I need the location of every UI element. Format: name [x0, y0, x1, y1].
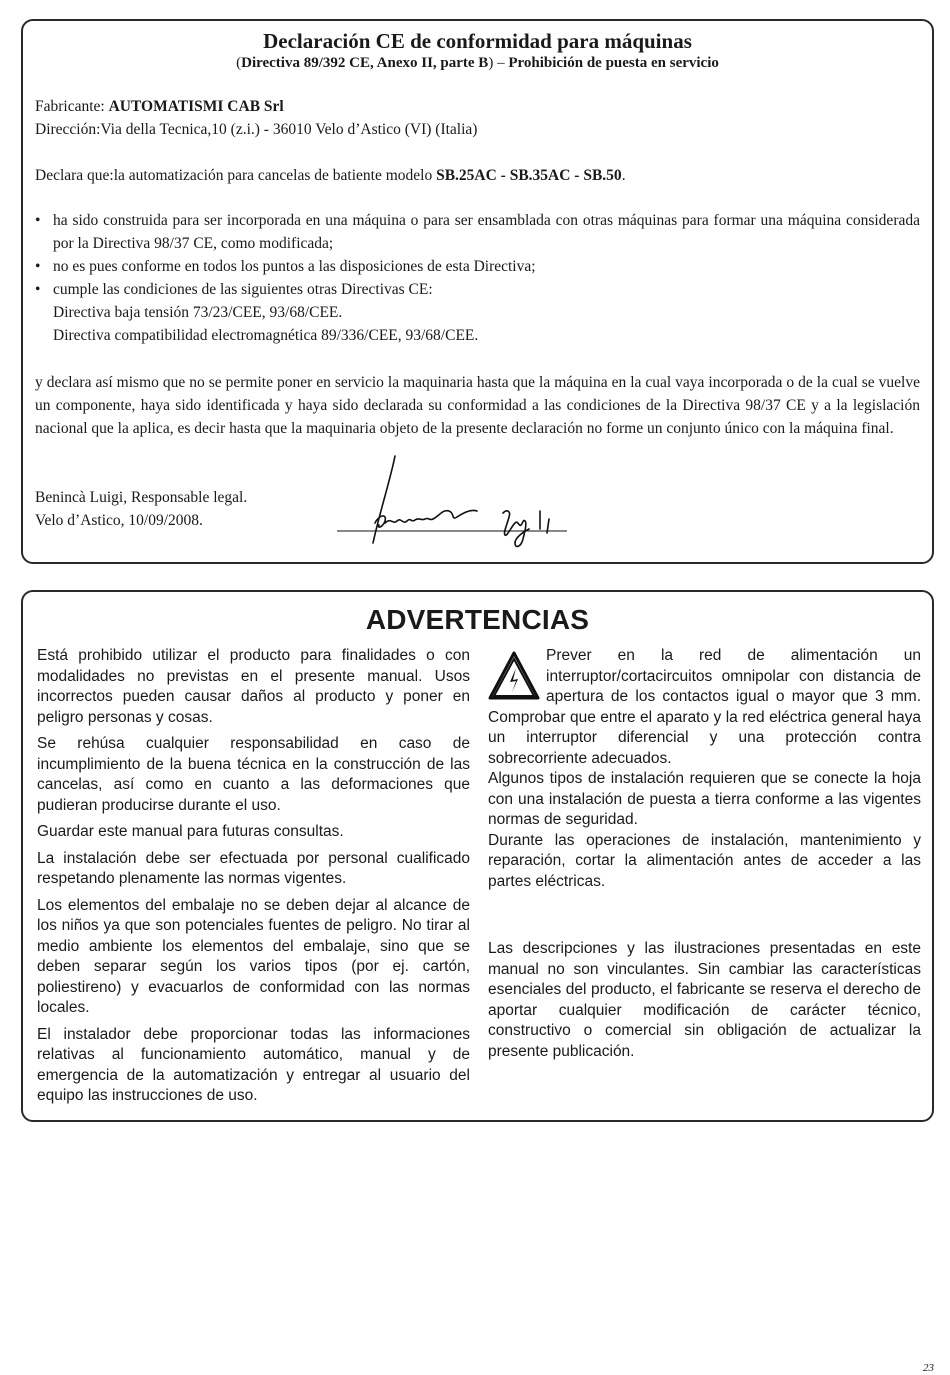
sub-directive: Directiva compatibilidad electromagnética 89/336/CEE, 93/68/CEE. — [53, 327, 479, 344]
handwritten-signature — [335, 451, 575, 551]
bullet-list — [35, 209, 920, 347]
final-paragraph: y declara así mismo que no se permite poner en servicio la maquinaria hasta que la máquina en la cual vaya incorporada o de la cual se vuelve un componente, haya sido identificada y haya sido declarada su conformidad a las condiciones de la Directiva 98/37 CE y a la legislación nacional que la aplica, es decir hasta que la maquinaria objeto de la presente declaración no forme un conjunto único con la máquina final. — [35, 374, 920, 437]
subtitle-prohibition: Prohibición de puesta en servicio — [508, 55, 719, 71]
bullet-item: • ha sido construida para ser incorporada en una máquina o para ser ensamblada con otras máquinas para formar una máquina considerada por la Directiva 98/37 CE, como modificada; — [35, 209, 920, 255]
sub-directive: Directiva baja tensión 73/23/CEE, 93/68/CEE. — [53, 304, 343, 321]
column-spacer — [488, 892, 921, 939]
manufacturer-label: Fabricante: — [35, 98, 109, 115]
warning-paragraph: Algunos tipos de instalación requieren que se conecte la hoja con una instalación de puesta a tierra conforme a las vigentes normas de seguridad. — [488, 770, 921, 828]
subtitle-close: ) – — [488, 55, 509, 71]
declares-models: SB.25AC - SB.35AC - SB.50 — [436, 167, 622, 184]
warnings-title: ADVERTENCIAS — [365, 604, 590, 635]
bullet-item: • cumple las condiciones de las siguientes otras Directivas CE: — [35, 278, 920, 301]
manufacturer-line — [35, 95, 920, 118]
declares-end: . — [621, 167, 626, 184]
address-value: Via della Tecnica,10 (z.i.) - 36010 Velo d’Astico (VI) (Italia) — [100, 121, 478, 138]
declaration-title: Declaración CE de conformidad para máquinas — [263, 29, 692, 53]
warning-paragraph: Guardar este manual para futuras consultas. — [37, 823, 344, 840]
warnings-right-column — [488, 646, 921, 1062]
ce-declaration-box — [21, 19, 934, 564]
manufacturer-block — [35, 95, 920, 141]
disclaimer-paragraph: Las descripciones y las ilustraciones presentadas en este manual no son vinculantes. Sin cambiar las características esenciales del producto, el fabricante se reserva el derecho de aportar cualquier modificación de carácter técnico, constructivo o comercial sin obligación de actualizar la presente publicación. — [488, 940, 921, 1060]
warning-paragraph: El instalador debe proporcionar todas las informaciones relativas al funcionamiento automático, manual y de emergencia de la automatización y entregar al usuario del equipo las instrucciones de uso. — [37, 1025, 470, 1104]
warnings-box — [21, 590, 934, 1122]
warnings-left-column — [37, 646, 470, 1113]
declares-text: Declara que:la automatización para cancelas de batiente modelo — [35, 167, 437, 184]
declaration-subtitle — [23, 55, 932, 72]
warning-paragraph: Los elementos del embalaje no se deben dejar al alcance de los niños ya que son potenciales fuentes de peligro. No tirar al medio ambiente los elementos del embalaje, sino que se deben separar según los varios tipos (por ej. cartón, poliestireno) y evacuarlos de conformidad con las normas locales. — [37, 896, 470, 1016]
address-label: Dirección: — [35, 121, 101, 138]
address-line — [35, 118, 920, 141]
declares-line — [35, 164, 920, 187]
warning-paragraph: Prever en la red de alimentación un interruptor/cortacircuitos omnipolar con distancia de apertura de los contactos igual o mayor que 3 mm. Comprobar que entre el aparato y la red eléctrica general haya un interruptor diferencial y una protección contra sobrecorriente adecuados. — [488, 647, 921, 767]
electrical-hazard-icon — [488, 650, 540, 702]
bullet-item: • no es pues conforme en todos los puntos a las disposiciones de esta Directiva; — [35, 255, 920, 278]
warning-paragraph: Durante las operaciones de instalación, mantenimiento y reparación, cortar la alimentación antes de acceder a las partes eléctricas. — [488, 831, 921, 890]
subtitle-directive: Directiva 89/392 CE, Anexo II, parte B — [241, 55, 489, 71]
warning-paragraph: La instalación debe ser efectuada por personal cualificado respetando plenamente las normas vigentes. — [37, 849, 470, 887]
place-date: Velo d’Astico, 10/09/2008. — [35, 512, 203, 529]
page-number: 23 — [923, 1362, 934, 1374]
subtitle-open-paren: ( — [236, 55, 242, 71]
warning-paragraph: Se rehúsa cualquier responsabilidad en caso de incumplimiento de la buena técnica en la construcción de las cancelas, así como en cuanto a las deformaciones que pudieran producirse durante el uso. — [37, 735, 470, 814]
manufacturer-name: AUTOMATISMI CAB Srl — [108, 98, 284, 115]
warning-paragraph: Está prohibido utilizar el producto para finalidades o con modalidades no previstas en el presente manual. Usos incorrectos pueden causar daños al producto y poner en peligro personas y cosas. — [37, 647, 470, 726]
signer-name: Benincà Luigi, Responsable legal. — [35, 489, 248, 506]
